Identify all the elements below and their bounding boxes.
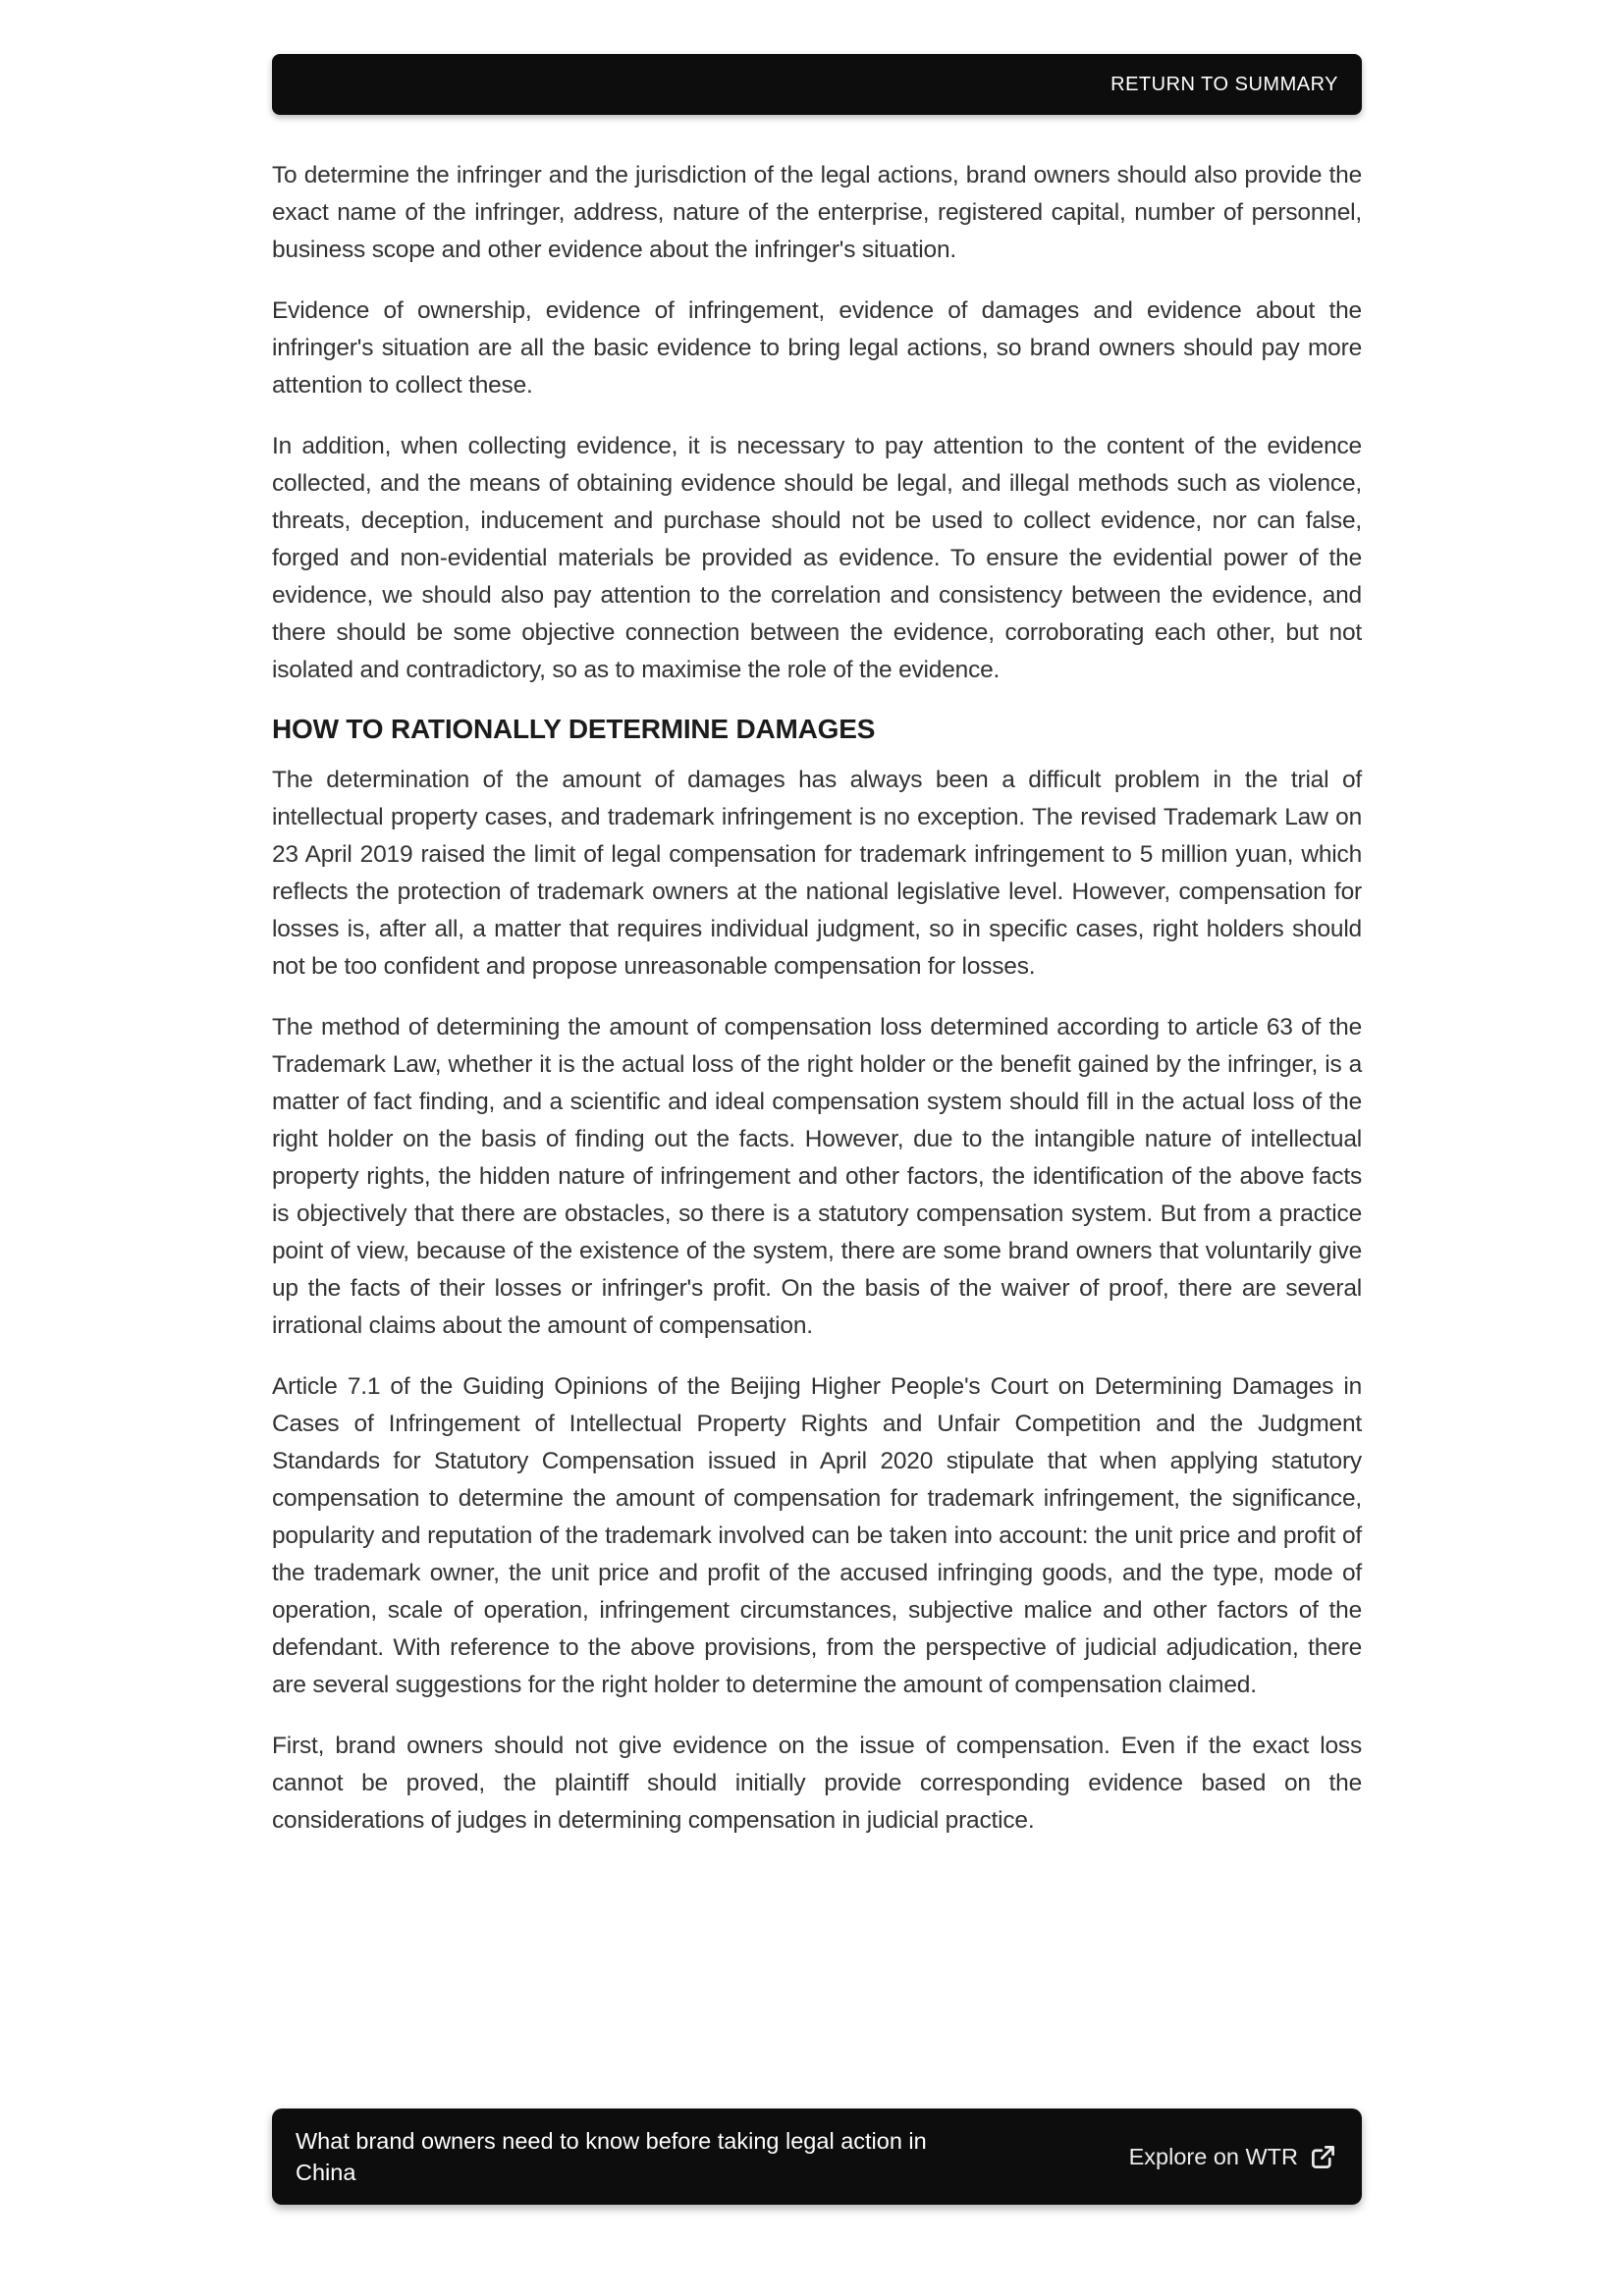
explore-on-wtr-link[interactable] — [1129, 2144, 1336, 2170]
body-paragraph: Evidence of ownership, evidence of infringement, evidence of damages and evidence about the infringer's situation are all the basic evidence to bring legal actions, so brand owners should pay more attention to collect these. — [272, 297, 1362, 399]
body-paragraph: The determination of the amount of damages has always been a difficult problem in the trial of intellectual property cases, and trademark infringement is no exception. The revised Trademark Law on 23 April 2019 raised the limit of legal compensation for trademark infringement to 5 million yuan, which reflects the protection of trademark owners at the national legislative level. However, compensation for losses is, after all, a matter that requires individual judgment, so in specific cases, right holders should not be too confident and propose unreasonable compensation for losses. — [272, 767, 1362, 980]
body-paragraph: In addition, when collecting evidence, it is necessary to pay attention to the content of the evidence collected, and the means of obtaining evidence should be legal, and illegal methods such as violence, threats, deception, inducement and purchase should not be used to collect evidence, nor can false, forged and non-evidential materials be provided as evidence. To ensure the evidential power of the evidence, we should also pay attention to the correlation and consistency between the evidence, and there should be some objective connection between the evidence, corroborating each other, but not isolated and contradictory, so as to maximise the role of the evidence. — [272, 433, 1362, 683]
article-body — [272, 157, 1362, 1863]
external-link-icon — [1310, 2144, 1336, 2170]
body-paragraph: To determine the infringer and the jurisdiction of the legal actions, brand owners should also provide the exact name of the infringer, address, nature of the enterprise, registered capital, number of personnel, business scope and other evidence about the infringer's situation. — [272, 162, 1362, 263]
return-to-summary-button[interactable] — [272, 54, 1362, 115]
explore-on-wtr-label: Explore on WTR — [1128, 2143, 1298, 2169]
section-heading: HOW TO RATIONALLY DETERMINE DAMAGES — [272, 714, 876, 744]
return-to-summary-label: RETURN TO SUMMARY — [1110, 73, 1338, 95]
footer-bar — [272, 2109, 1362, 2205]
body-paragraph: First, brand owners should not give evidence on the issue of compensation. Even if the exact loss cannot be proved, the plaintiff should initially provide corresponding evidence based on the considerations of judges in determining compensation in judicial practice. — [272, 1733, 1362, 1834]
footer-article-title: What brand owners need to know before taking legal action in China — [296, 2128, 927, 2185]
body-paragraph: Article 7.1 of the Guiding Opinions of the Beijing Higher People's Court on Determining Damages in Cases of Infringement of Intellectual Property Rights and Unfair Competition and the Judgment Standards for Statutory Compensation issued in April 2020 stipulate that when applying statutory compensation to determine the amount of compensation for trademark infringement, the significance, popularity and reputation of the trademark involved can be taken into account: the unit price and profit of the trademark owner, the unit price and profit of the accused infringing goods, and the type, mode of operation, scale of operation, infringement circumstances, subjective malice and other factors of the defendant. With reference to the above provisions, from the perspective of judicial adjudication, there are several suggestions for the right holder to determine the amount of compensation claimed. — [272, 1373, 1362, 1698]
body-paragraph: The method of determining the amount of compensation loss determined according to article 63 of the Trademark Law, whether it is the actual loss of the right holder or the benefit gained by the infringer, is a matter of fact finding, and a scientific and ideal compensation system should fill in the actual loss of the right holder on the basis of finding out the facts. However, due to the intangible nature of intellectual property rights, the hidden nature of infringement and other factors, the identification of the above facts is objectively that there are obstacles, so there is a statutory compensation system. But from a practice point of view, because of the existence of the system, there are some brand owners that voluntarily give up the facts of their losses or infringer's profit. On the basis of the waiver of proof, there are several irrational claims about the amount of compensation. — [272, 1014, 1362, 1339]
